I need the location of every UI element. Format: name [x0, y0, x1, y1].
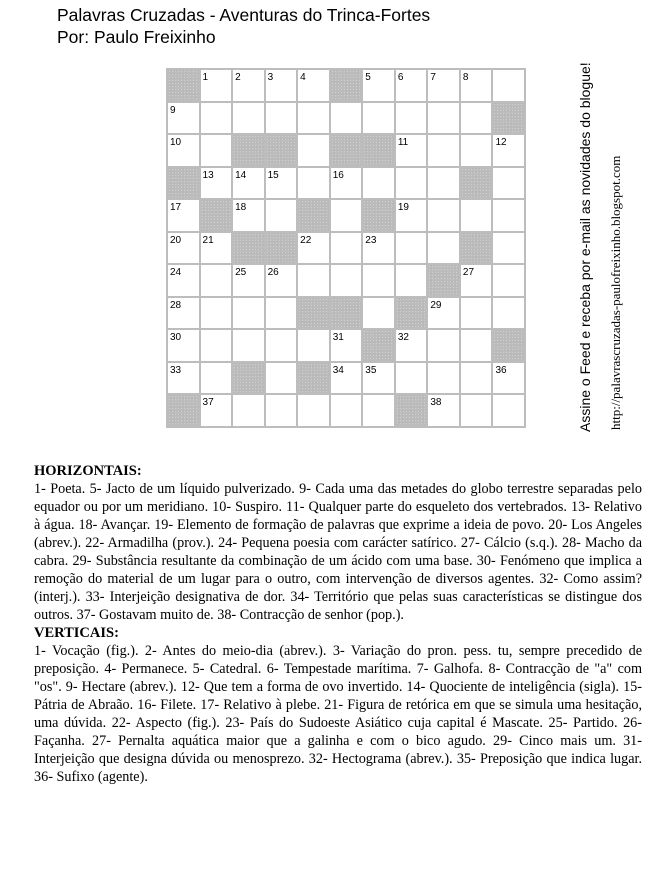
down-clues: 1- Vocação (fig.). 2- Antes do meio-dia (abrev.). 3- Variação do pron. pess. tu, sempre precedido de preposição. 4- Permanece. 5- Catedral. 6- Tempestade marítima. 7- Galhofa. 8- Contracção de "a" com "os". 9- Hectare (abrev.). 12- Que tem a forma de ovo invertido. 14- Quociente de inteligência (sigla). 15- Pátria de Abraão. 16- Filete. 17- Relativo à plebe. 21- Figura de retórica em que se simula uma hesitação, uma dúvida. 22- Aspecto (fig.). 23- País do Sudoeste Asiático cuja capital é Mascate. 25- Partido. 26- Façanha. 27- Pernalta aquática maior que a galinha e com o bico agudo. 29- Cinco mais um. 31- Interjeição que designa dúvida ou menosprezo. 32- Hectograma (abrev.). 35- Preposição que indica lugar. 36- Sufixo (agente).	[34, 643, 642, 785]
clue-number: 1	[202, 72, 209, 83]
across-heading: HORIZONTAIS:	[34, 463, 142, 479]
grid-cell[interactable]	[298, 135, 329, 166]
clue-number: 34	[332, 364, 344, 376]
shaded-cell	[363, 330, 394, 361]
grid-cell[interactable]	[233, 395, 264, 426]
clue-number: 12	[495, 137, 507, 149]
grid-cell[interactable]	[331, 233, 362, 264]
shaded-cell	[233, 233, 264, 264]
grid-cell[interactable]	[331, 168, 362, 199]
grid-cell[interactable]	[233, 200, 264, 231]
subscribe-note: Assine o Feed e receba por e-mail as novidades do blogue!	[577, 62, 593, 432]
grid-cell[interactable]	[201, 395, 232, 426]
grid-cell[interactable]	[331, 330, 362, 361]
grid-cell[interactable]	[233, 103, 264, 134]
clue-number: 10	[170, 137, 182, 149]
grid-cell[interactable]	[298, 330, 329, 361]
clue-number: 28	[170, 299, 182, 311]
clue-number: 4	[300, 72, 306, 83]
clue-number: 18	[235, 202, 247, 214]
grid-cell[interactable]	[461, 265, 492, 296]
grid-cell[interactable]	[233, 265, 264, 296]
grid-cell[interactable]	[266, 103, 297, 134]
clue-number: 9	[170, 104, 176, 116]
grid-cell[interactable]	[493, 363, 524, 394]
clue-number: 14	[235, 169, 247, 181]
grid-cell[interactable]	[266, 200, 297, 231]
grid-cell[interactable]	[233, 298, 264, 329]
shaded-cell	[168, 70, 199, 101]
clue-number: 6	[397, 72, 404, 83]
grid-cell[interactable]	[266, 70, 297, 101]
grid-cell[interactable]	[428, 168, 459, 199]
grid-cell[interactable]	[396, 200, 427, 231]
grid-cell[interactable]	[428, 330, 459, 361]
clue-number: 29	[430, 299, 442, 311]
puzzle-header	[57, 4, 430, 48]
grid-cell[interactable]	[266, 168, 297, 199]
grid-cell[interactable]	[201, 330, 232, 361]
grid-cell[interactable]	[233, 330, 264, 361]
crossword-grid	[166, 68, 526, 428]
grid-cell[interactable]	[168, 103, 199, 134]
clue-number: 38	[430, 397, 442, 409]
clue-number: 7	[430, 72, 436, 83]
shaded-cell	[363, 200, 394, 231]
clue-number: 2	[235, 72, 241, 83]
down-heading: VERTICAIS:	[34, 625, 119, 641]
shaded-cell	[331, 135, 362, 166]
grid-cell[interactable]	[298, 168, 329, 199]
grid-cell[interactable]	[201, 135, 232, 166]
grid-cell[interactable]	[331, 200, 362, 231]
shaded-cell	[461, 233, 492, 264]
grid-cell[interactable]	[493, 233, 524, 264]
clue-number: 33	[170, 364, 182, 376]
clue-number: 35	[365, 364, 377, 376]
grid-cell[interactable]	[363, 395, 394, 426]
grid-cell[interactable]	[266, 395, 297, 426]
grid-cell[interactable]	[298, 233, 329, 264]
shaded-cell	[493, 330, 524, 361]
shaded-cell	[233, 135, 264, 166]
clue-number: 11	[397, 137, 409, 149]
shaded-cell	[201, 200, 232, 231]
grid-cell[interactable]	[363, 168, 394, 199]
grid-cell[interactable]	[201, 168, 232, 199]
grid-cell[interactable]	[461, 135, 492, 166]
grid-cell[interactable]	[363, 103, 394, 134]
shaded-cell	[298, 363, 329, 394]
clue-number: 13	[202, 169, 214, 181]
clue-number: 17	[170, 202, 182, 214]
shaded-cell	[396, 395, 427, 426]
grid-cell[interactable]	[428, 363, 459, 394]
clue-number: 22	[300, 234, 312, 246]
clue-number: 16	[332, 169, 344, 181]
clue-number: 25	[235, 267, 247, 279]
grid-cell[interactable]	[298, 265, 329, 296]
grid-cell[interactable]	[363, 233, 394, 264]
shaded-cell	[331, 70, 362, 101]
grid-cell[interactable]	[363, 265, 394, 296]
grid-cell[interactable]	[266, 330, 297, 361]
grid-cell[interactable]	[461, 103, 492, 134]
grid-cell[interactable]	[201, 363, 232, 394]
clue-number: 32	[397, 332, 409, 344]
grid-cell[interactable]	[428, 135, 459, 166]
grid-cell[interactable]	[201, 233, 232, 264]
grid-cell[interactable]	[298, 395, 329, 426]
clue-number: 15	[267, 169, 279, 181]
grid-cell[interactable]	[201, 265, 232, 296]
grid-cell[interactable]	[493, 298, 524, 329]
grid-cell[interactable]	[233, 70, 264, 101]
shaded-cell	[493, 103, 524, 134]
blog-url-link[interactable]: http://palavrascruzadas-paulofreixinho.blogspot.com	[608, 155, 623, 430]
grid-cell[interactable]	[396, 265, 427, 296]
shaded-cell	[331, 298, 362, 329]
grid-cell[interactable]	[493, 200, 524, 231]
clue-number: 27	[462, 267, 475, 279]
shaded-cell	[298, 298, 329, 329]
shaded-cell	[266, 135, 297, 166]
grid-cell[interactable]	[493, 135, 524, 166]
clue-number: 8	[462, 72, 469, 83]
grid-cell[interactable]	[363, 298, 394, 329]
shaded-cell	[168, 168, 199, 199]
shaded-cell	[233, 363, 264, 394]
grid-cell[interactable]	[396, 330, 427, 361]
grid-cell[interactable]	[363, 363, 394, 394]
grid-cell[interactable]	[168, 265, 199, 296]
shaded-cell	[461, 168, 492, 199]
grid-cell[interactable]	[168, 363, 199, 394]
puzzle-title: Palavras Cruzadas - Aventuras do Trinca-Fortes	[57, 5, 431, 25]
shaded-cell	[428, 265, 459, 296]
grid-cell[interactable]	[298, 103, 329, 134]
grid-cell[interactable]	[396, 70, 427, 101]
grid-cell[interactable]	[461, 330, 492, 361]
shaded-cell	[168, 395, 199, 426]
grid-cell[interactable]	[493, 395, 524, 426]
shaded-cell	[396, 298, 427, 329]
clue-number: 37	[202, 397, 214, 409]
grid-cell[interactable]	[201, 103, 232, 134]
grid-cell[interactable]	[168, 298, 199, 329]
grid-cell[interactable]	[461, 395, 492, 426]
grid-cell[interactable]	[168, 135, 199, 166]
shaded-cell	[298, 200, 329, 231]
grid-cell[interactable]	[396, 103, 427, 134]
grid-cell[interactable]	[428, 103, 459, 134]
clue-number: 5	[365, 72, 371, 83]
clue-number: 30	[170, 332, 182, 344]
clue-number: 23	[365, 234, 377, 246]
shaded-cell	[266, 233, 297, 264]
grid-cell[interactable]	[396, 233, 427, 264]
grid-cell[interactable]	[396, 168, 427, 199]
grid-cell[interactable]	[461, 298, 492, 329]
shaded-cell	[363, 135, 394, 166]
clue-number: 19	[397, 202, 409, 214]
grid-cell[interactable]	[363, 70, 394, 101]
grid-cell[interactable]	[428, 395, 459, 426]
clue-number: 31	[332, 332, 344, 344]
clues-section	[34, 462, 642, 786]
clue-number: 3	[267, 72, 274, 83]
grid-cell[interactable]	[266, 265, 297, 296]
grid-cell[interactable]	[233, 168, 264, 199]
grid-cell[interactable]	[266, 298, 297, 329]
grid-cell[interactable]	[396, 363, 427, 394]
grid-cell[interactable]	[331, 265, 362, 296]
grid-cell[interactable]	[396, 135, 427, 166]
grid-cell[interactable]	[168, 200, 199, 231]
grid-cell[interactable]	[298, 70, 329, 101]
grid-cell[interactable]	[331, 363, 362, 394]
grid-cell[interactable]	[428, 298, 459, 329]
grid-cell[interactable]	[428, 70, 459, 101]
grid-cell[interactable]	[201, 70, 232, 101]
grid-cell[interactable]	[168, 330, 199, 361]
puzzle-author: Por: Paulo Freixinho	[57, 27, 216, 47]
grid-cell[interactable]	[493, 265, 524, 296]
grid-cell[interactable]	[461, 200, 492, 231]
clue-number: 20	[170, 234, 182, 246]
grid-cell[interactable]	[493, 168, 524, 199]
grid-cell[interactable]	[461, 70, 492, 101]
grid-cell[interactable]	[461, 363, 492, 394]
grid-cell[interactable]	[266, 363, 297, 394]
grid-cell[interactable]	[331, 395, 362, 426]
grid-cell[interactable]	[428, 200, 459, 231]
grid-cell[interactable]	[168, 233, 199, 264]
grid-cell[interactable]	[331, 103, 362, 134]
clue-number: 36	[495, 364, 507, 376]
across-clues: 1- Poeta. 5- Jacto de um líquido pulverizado. 9- Cada uma das metades do globo terrestre separadas pelo equador ou por um meridiano. 10- Suspiro. 11- Qualquer parte do esqueleto dos vertebrados. 13- Relativo à água. 18- Avançar. 19- Elemento de formação de palavras que exprime a ideia de povo. 20- Los Angeles (abrev.). 22- Armadilha (prov.). 24- Pequena poesia com carácter satírico. 27- Cálcio (s.q.). 28- Macho da cabra. 29- Substância resultante da combinação de um ácido com uma base. 30- Fenómeno que implica a remoção do material de um lugar para o outro, com intervenção de diversos agentes. 32- Como assim? (interj.). 33- Interjeição designativa de dor. 34- Território que pelas suas características se distingue dos outros. 37- Gostavam muito de. 38- Contracção de senhor (pop.).	[34, 481, 642, 623]
clue-number: 24	[170, 267, 182, 279]
grid-cell[interactable]	[493, 70, 524, 101]
clue-number: 26	[267, 267, 279, 279]
grid-cell[interactable]	[428, 233, 459, 264]
clue-number: 21	[202, 234, 214, 246]
grid-cell[interactable]	[201, 298, 232, 329]
